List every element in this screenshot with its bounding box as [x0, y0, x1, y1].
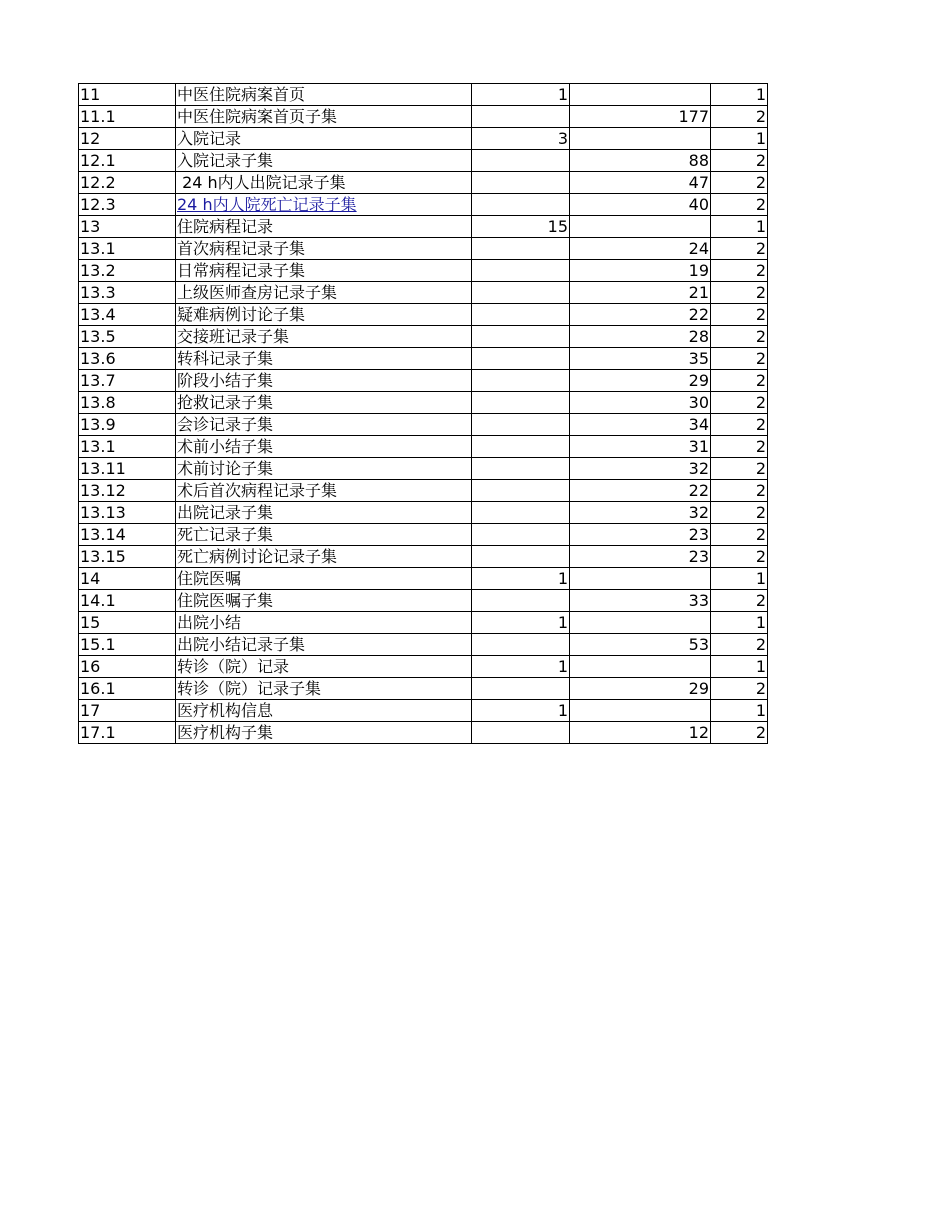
- level-cell: 2: [711, 304, 768, 326]
- element-count-cell: 19: [570, 260, 711, 282]
- table-row: [79, 128, 768, 150]
- level-cell: 1: [711, 612, 768, 634]
- name-cell: 转科记录子集: [176, 348, 472, 370]
- code-cell: 12.1: [79, 150, 176, 172]
- element-count-cell: [570, 128, 711, 150]
- table-row: [79, 634, 768, 656]
- count-cell: [472, 414, 570, 436]
- count-cell: 3: [472, 128, 570, 150]
- table-row: [79, 348, 768, 370]
- name-link[interactable]: 24 h内人院死亡记录子集: [176, 194, 472, 216]
- table-row: [79, 392, 768, 414]
- name-cell: 术前讨论子集: [176, 458, 472, 480]
- count-cell: 1: [472, 700, 570, 722]
- element-count-cell: 23: [570, 546, 711, 568]
- element-count-cell: 177: [570, 106, 711, 128]
- count-cell: [472, 172, 570, 194]
- table-row: [79, 656, 768, 678]
- code-cell: 15: [79, 612, 176, 634]
- name-cell: 术前小结子集: [176, 436, 472, 458]
- code-cell: 16: [79, 656, 176, 678]
- level-cell: 2: [711, 326, 768, 348]
- element-count-cell: 22: [570, 480, 711, 502]
- table-row: [79, 106, 768, 128]
- count-cell: [472, 480, 570, 502]
- table-row: [79, 568, 768, 590]
- count-cell: 1: [472, 84, 570, 106]
- table-row: [79, 194, 768, 216]
- name-cell: 术后首次病程记录子集: [176, 480, 472, 502]
- code-cell: 13.6: [79, 348, 176, 370]
- name-cell: 住院病程记录: [176, 216, 472, 238]
- element-count-cell: 12: [570, 722, 711, 744]
- count-cell: [472, 634, 570, 656]
- name-cell: 入院记录子集: [176, 150, 472, 172]
- count-cell: [472, 678, 570, 700]
- level-cell: 2: [711, 392, 768, 414]
- count-cell: [472, 304, 570, 326]
- table-row: [79, 282, 768, 304]
- name-cell: 转诊（院）记录: [176, 656, 472, 678]
- table-row: [79, 524, 768, 546]
- name-cell: 会诊记录子集: [176, 414, 472, 436]
- level-cell: 1: [711, 216, 768, 238]
- table-row: [79, 546, 768, 568]
- level-cell: 2: [711, 106, 768, 128]
- code-cell: 12.3: [79, 194, 176, 216]
- count-cell: 1: [472, 656, 570, 678]
- count-cell: [472, 326, 570, 348]
- code-cell: 13.13: [79, 502, 176, 524]
- table-row: [79, 172, 768, 194]
- table-row: [79, 480, 768, 502]
- element-count-cell: [570, 216, 711, 238]
- count-cell: [472, 348, 570, 370]
- element-count-cell: 32: [570, 502, 711, 524]
- table-row: [79, 590, 768, 612]
- element-count-cell: [570, 84, 711, 106]
- element-count-cell: 21: [570, 282, 711, 304]
- table-row: [79, 612, 768, 634]
- code-cell: 11: [79, 84, 176, 106]
- count-cell: 15: [472, 216, 570, 238]
- element-count-cell: 28: [570, 326, 711, 348]
- name-cell: 住院医嘱子集: [176, 590, 472, 612]
- name-cell: 医疗机构子集: [176, 722, 472, 744]
- table-row: [79, 260, 768, 282]
- code-cell: 13.3: [79, 282, 176, 304]
- level-cell: 2: [711, 590, 768, 612]
- name-cell: 转诊（院）记录子集: [176, 678, 472, 700]
- element-count-cell: 35: [570, 348, 711, 370]
- code-cell: 13.1: [79, 238, 176, 260]
- level-cell: 2: [711, 348, 768, 370]
- table-row: [79, 216, 768, 238]
- code-cell: 11.1: [79, 106, 176, 128]
- count-cell: [472, 722, 570, 744]
- count-cell: [472, 502, 570, 524]
- level-cell: 2: [711, 436, 768, 458]
- table-row: [79, 414, 768, 436]
- table-row: [79, 700, 768, 722]
- level-cell: 2: [711, 546, 768, 568]
- code-cell: 13.1: [79, 436, 176, 458]
- level-cell: 2: [711, 678, 768, 700]
- name-cell: 死亡病例讨论记录子集: [176, 546, 472, 568]
- table-row: [79, 436, 768, 458]
- level-cell: 2: [711, 502, 768, 524]
- code-cell: 13.5: [79, 326, 176, 348]
- level-cell: 2: [711, 194, 768, 216]
- code-cell: 13.8: [79, 392, 176, 414]
- code-cell: 17: [79, 700, 176, 722]
- level-cell: 2: [711, 634, 768, 656]
- data-table: [78, 83, 768, 744]
- element-count-cell: 40: [570, 194, 711, 216]
- count-cell: [472, 370, 570, 392]
- element-count-cell: 29: [570, 370, 711, 392]
- code-cell: 13.2: [79, 260, 176, 282]
- code-cell: 13.12: [79, 480, 176, 502]
- code-cell: 13.11: [79, 458, 176, 480]
- level-cell: 2: [711, 480, 768, 502]
- name-cell: 医疗机构信息: [176, 700, 472, 722]
- count-cell: [472, 436, 570, 458]
- name-cell: 住院医嘱: [176, 568, 472, 590]
- code-cell: 12.2: [79, 172, 176, 194]
- level-cell: 2: [711, 414, 768, 436]
- name-cell: 首次病程记录子集: [176, 238, 472, 260]
- table-row: [79, 238, 768, 260]
- element-count-cell: 53: [570, 634, 711, 656]
- element-count-cell: 32: [570, 458, 711, 480]
- element-count-cell: [570, 700, 711, 722]
- count-cell: [472, 238, 570, 260]
- name-cell: 抢救记录子集: [176, 392, 472, 414]
- level-cell: 2: [711, 260, 768, 282]
- level-cell: 2: [711, 524, 768, 546]
- code-cell: 15.1: [79, 634, 176, 656]
- code-cell: 14: [79, 568, 176, 590]
- count-cell: [472, 150, 570, 172]
- code-cell: 17.1: [79, 722, 176, 744]
- table-row: [79, 84, 768, 106]
- name-cell: 上级医师查房记录子集: [176, 282, 472, 304]
- level-cell: 1: [711, 700, 768, 722]
- level-cell: 2: [711, 150, 768, 172]
- code-cell: 13.15: [79, 546, 176, 568]
- code-cell: 13.14: [79, 524, 176, 546]
- element-count-cell: 34: [570, 414, 711, 436]
- element-count-cell: 29: [570, 678, 711, 700]
- name-cell: 24 h内人出院记录子集: [176, 172, 472, 194]
- name-cell: 出院记录子集: [176, 502, 472, 524]
- name-cell: 入院记录: [176, 128, 472, 150]
- code-cell: 12: [79, 128, 176, 150]
- name-cell: 出院小结: [176, 612, 472, 634]
- name-cell: 中医住院病案首页子集: [176, 106, 472, 128]
- code-cell: 16.1: [79, 678, 176, 700]
- count-cell: [472, 458, 570, 480]
- table-row: [79, 304, 768, 326]
- element-count-cell: [570, 656, 711, 678]
- table-row: [79, 150, 768, 172]
- name-cell: 出院小结记录子集: [176, 634, 472, 656]
- count-cell: [472, 282, 570, 304]
- table-row: [79, 722, 768, 744]
- table-row: [79, 458, 768, 480]
- element-count-cell: [570, 612, 711, 634]
- element-count-cell: 88: [570, 150, 711, 172]
- table-row: [79, 502, 768, 524]
- code-cell: 13.4: [79, 304, 176, 326]
- code-cell: 13.7: [79, 370, 176, 392]
- level-cell: 1: [711, 568, 768, 590]
- name-cell: 疑难病例讨论子集: [176, 304, 472, 326]
- name-cell: 中医住院病案首页: [176, 84, 472, 106]
- level-cell: 1: [711, 128, 768, 150]
- name-cell: 日常病程记录子集: [176, 260, 472, 282]
- level-cell: 2: [711, 722, 768, 744]
- element-count-cell: 22: [570, 304, 711, 326]
- code-cell: 13.9: [79, 414, 176, 436]
- name-cell: 死亡记录子集: [176, 524, 472, 546]
- name-cell: 交接班记录子集: [176, 326, 472, 348]
- element-count-cell: [570, 568, 711, 590]
- level-cell: 2: [711, 458, 768, 480]
- element-count-cell: 31: [570, 436, 711, 458]
- level-cell: 1: [711, 84, 768, 106]
- count-cell: [472, 392, 570, 414]
- count-cell: [472, 260, 570, 282]
- code-cell: 14.1: [79, 590, 176, 612]
- level-cell: 2: [711, 172, 768, 194]
- table-row: [79, 678, 768, 700]
- count-cell: [472, 524, 570, 546]
- level-cell: 2: [711, 238, 768, 260]
- count-cell: [472, 590, 570, 612]
- element-count-cell: 47: [570, 172, 711, 194]
- code-cell: 13: [79, 216, 176, 238]
- element-count-cell: 30: [570, 392, 711, 414]
- count-cell: [472, 546, 570, 568]
- count-cell: 1: [472, 612, 570, 634]
- name-cell: 阶段小结子集: [176, 370, 472, 392]
- element-count-cell: 33: [570, 590, 711, 612]
- table-row: [79, 326, 768, 348]
- table-row: [79, 370, 768, 392]
- element-count-cell: 24: [570, 238, 711, 260]
- level-cell: 2: [711, 282, 768, 304]
- table-body: [79, 84, 768, 744]
- level-cell: 2: [711, 370, 768, 392]
- count-cell: [472, 194, 570, 216]
- element-count-cell: 23: [570, 524, 711, 546]
- count-cell: [472, 106, 570, 128]
- level-cell: 1: [711, 656, 768, 678]
- count-cell: 1: [472, 568, 570, 590]
